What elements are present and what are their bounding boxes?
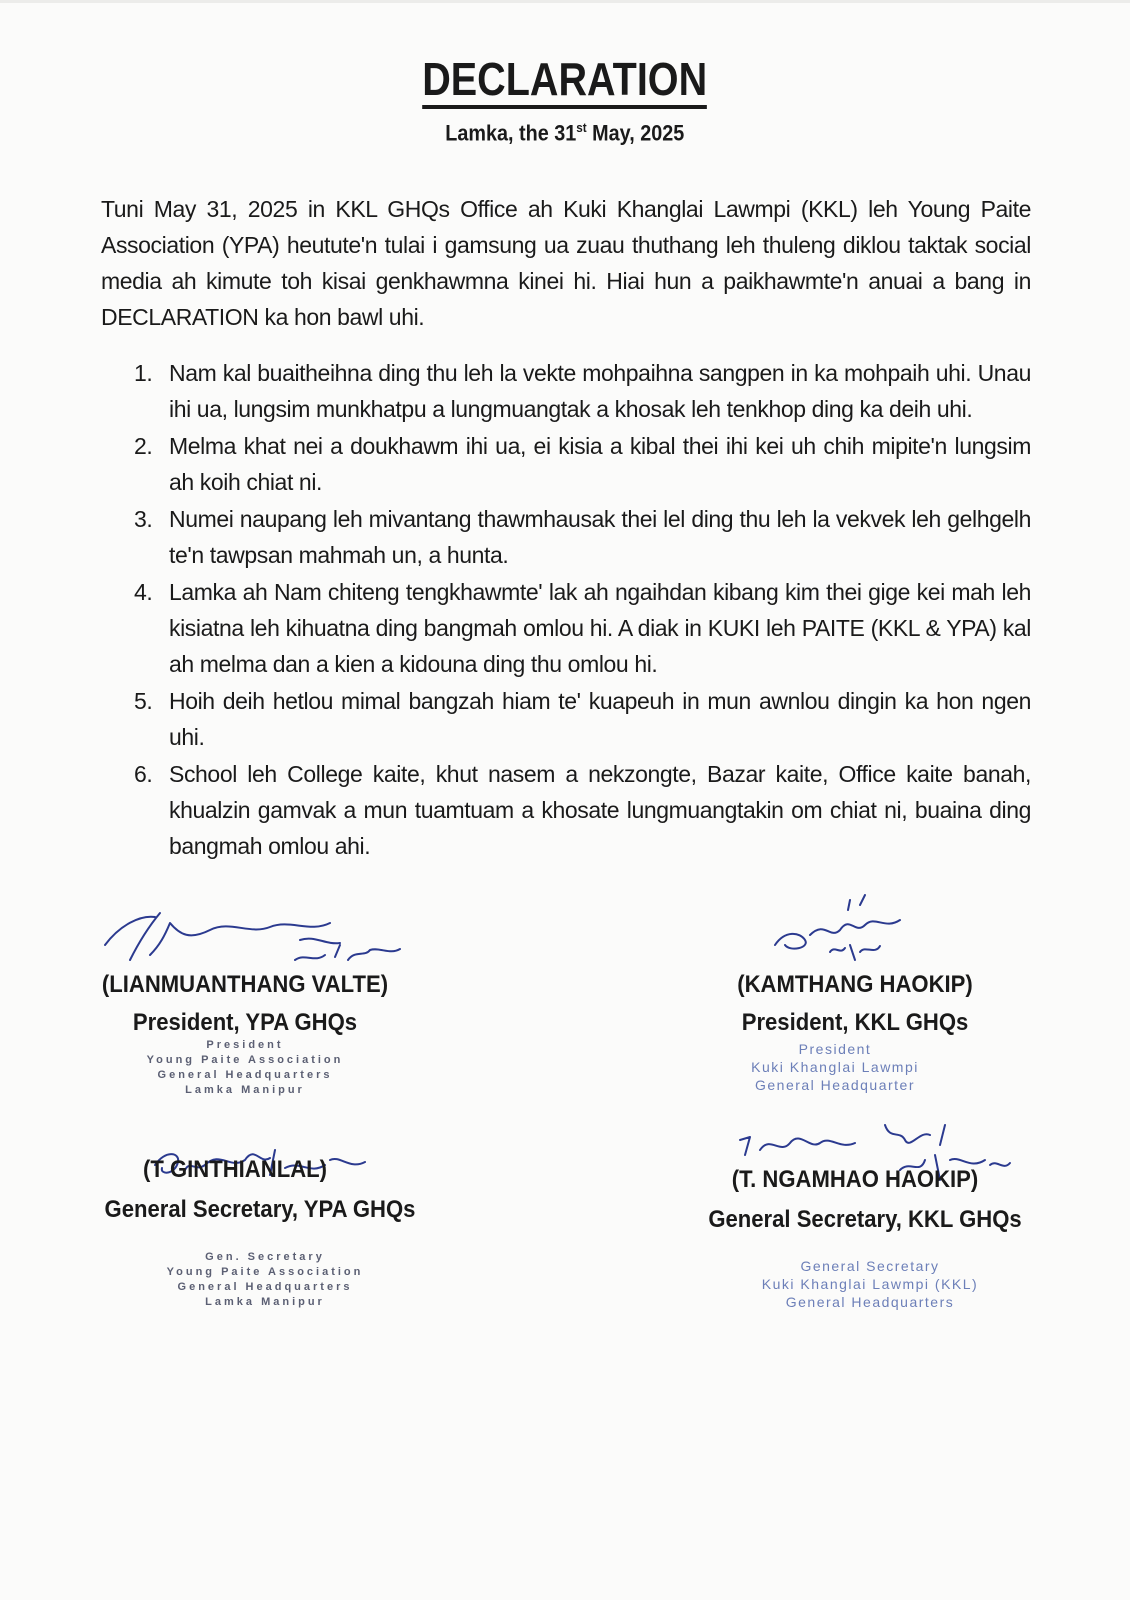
stamp-ypa-president: President Young Paite Association General Headquarters Lamka Manipur (146, 1039, 344, 1096)
stamp-kkl-president: President Kuki Khanglai Lawmpi General Headquarter (751, 1041, 919, 1093)
signatory-kkl-secretary: (T. NGAMHAO HAOKIP) General Secretary, KKL GHQs (708, 1166, 1022, 1233)
document-date: Lamka, the 31st May, 2025 (445, 120, 685, 146)
signature-ypa-president (100, 905, 420, 975)
list-item: 1. Nam kal buaitheihna ding thu leh la vekte mohpaihna sangpen in ka mohpaih uhi. Unau ihi ua, lungsim munkhatpu a lungmuangtak a khosak leh tenkhop ding ka deih uhi. (134, 360, 1031, 422)
document-title: DECLARATION (0, 52, 1130, 109)
list-item: 3. Numei naupang leh mivantang thawmhausak thei lel ding thu leh la vekvek leh gelhgelh te'n tawpsan mahmah un, a hunta. (134, 506, 1031, 568)
page-edge (0, 0, 1130, 3)
intro-paragraph: Tuni May 31, 2025 in KKL GHQs Office ah Kuki Khanglai Lawmpi (KKL) leh Young Paite Association (YPA) heutute'n tulai i gamsung ua zuau thuthang leh thuleng diklou taktak social media ah kimute toh kisai genkhawmna kinei hi. Hiai hun a paikhawmte'n anuai a bang in DECLARATION ka hon bawl uhi. (101, 196, 1031, 330)
signatory-ypa-president: (LIANMUANTHANG VALTE) President, YPA GHQs (101, 971, 389, 1036)
stamp-kkl-secretary: General Secretary Kuki Khanglai Lawmpi (KKL) General Headquarters (761, 1258, 979, 1310)
declaration-points (134, 355, 1031, 865)
signature-kkl-president (770, 890, 930, 970)
signatory-ypa-secretary: (T GINTHIANLAL) General Secretary, YPA GHQs (104, 1156, 416, 1223)
list-item: 5. Hoih deih hetlou mimal bangzah hiam te' kuapeuh in mun awnlou dingin ka hon ngen uhi. (134, 688, 1031, 750)
list-item: 2. Melma khat nei a doukhawm ihi ua, ei kisia a kibal thei ihi kei uh chih mipite'n lungsim ah koih chiat ni. (134, 433, 1031, 495)
signatory-kkl-president: (KAMTHANG HAOKIP) President, KKL GHQs (737, 971, 973, 1036)
list-item: 6. School leh College kaite, khut nasem a nekzongte, Bazar kaite, Office kaite banah, khualzin gamvak a mun tuamtuam a khosate lungmuangtakin om chiat ni, buaina ding bangmah omlou ahi. (134, 761, 1031, 859)
list-item: 4. Lamka ah Nam chiteng tengkhawmte' lak ah ngaihdan kibang kim thei gige kei mah leh kisiatna leh kihuatna ding bangmah omlou hi. A diak in KUKI leh PAITE (KKL & YPA) kal ah melma dan a kien a kidouna ding thu omlou hi. (134, 579, 1031, 677)
stamp-ypa-secretary: Gen. Secretary Young Paite Association General Headquarters Lamka Manipur (166, 1251, 364, 1308)
